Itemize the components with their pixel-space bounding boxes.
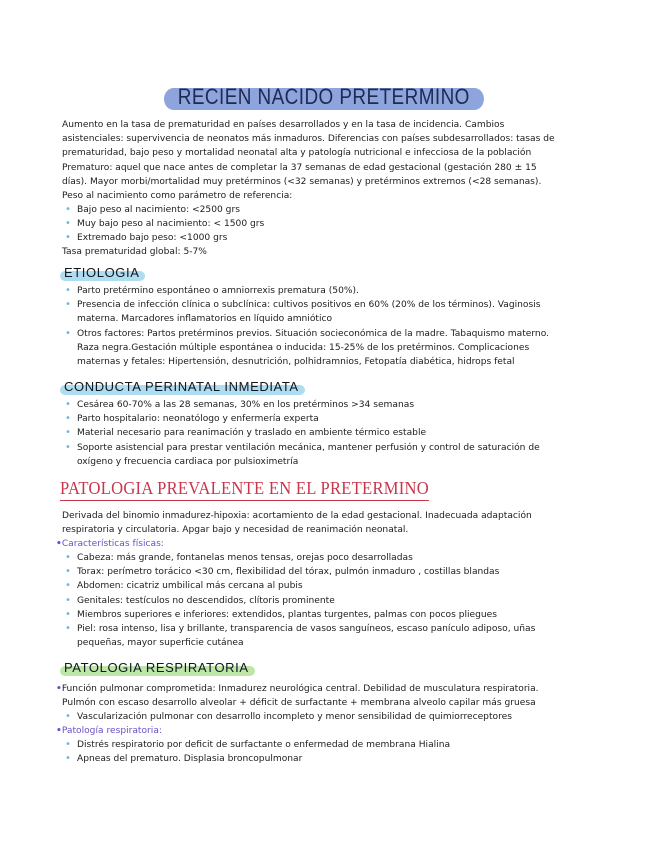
list-item: • Muy bajo peso al nacimiento: < 1500 grs — [62, 217, 592, 231]
list-item: • Apneas del prematuro. Displasia broncopulmonar — [62, 752, 592, 766]
page-title: RECIEN NACIDO PRETERMINO — [169, 82, 478, 110]
funcion-line: Pulmón con escaso desarrollo alveolar + déficit de surfactante + membrana alveolo capilar más gruesa — [62, 698, 536, 709]
subheading-text: Características físicas: — [61, 539, 164, 549]
funcion-pulmonar — [56, 682, 596, 710]
bullet-dot: • — [56, 539, 62, 549]
section-heading-patologia: PATOLOGIA PREVALENTE EN EL PRETERMINO — [60, 478, 429, 501]
list-item: • Material necesario para reanimación y traslado en ambiente térmico estable — [62, 426, 592, 440]
list-item: • Miembros superiores e inferiores: extendidos, plantas turgentes, palmas con pocos pliegues — [62, 608, 592, 622]
intro-line: Derivada del binomio inmadurez-hipoxia: acortamiento de la edad gestacional. Inadecuada adaptación — [62, 511, 532, 521]
patologia-resp-subheading — [56, 724, 596, 738]
heading-text: ETIOLOGIA — [64, 265, 140, 280]
section-heading-etiologia — [60, 265, 143, 280]
global-rate: Tasa prematuridad global: 5-7% — [62, 247, 207, 257]
intro-line: Prematuro: aquel que nace antes de completar la 37 semanas de edad gestacional (gestación 280 ± 15 — [62, 162, 537, 173]
list-item: • Cesárea 60-70% a las 28 semanas, 30% en los pretérminos >34 semanas — [62, 398, 592, 412]
heading-text: PATOLOGIA RESPIRATORIA — [64, 660, 249, 675]
list-item: • Cabeza: más grande, fontanelas menos tensas, orejas poco desarrolladas — [62, 551, 592, 565]
intro-paragraph — [62, 118, 584, 203]
list-item: • Parto pretérmino espontáneo o amniorrexis prematura (50%). — [62, 284, 592, 298]
intro-line: días). Mayor morbi/mortalidad muy pretérminos (<32 semanas) y pretérminos extremos (<28 semanas). — [62, 176, 542, 187]
list-item: • Soporte asistencial para prestar ventilación mecánica, mantener perfusión y control de saturación de oxígeno y frecuencia cardiaca por pulsioximetría — [62, 441, 592, 469]
funcion-list — [62, 710, 592, 724]
list-item: • Extremado bajo peso: <1000 grs — [62, 231, 592, 245]
bullet-dot: • — [56, 726, 62, 736]
caracteristicas-subheading — [56, 537, 596, 551]
bullet-dot: • — [56, 684, 62, 694]
patologia-resp-list — [62, 738, 592, 766]
intro-line: respiratoria y circulatoria. Apgar bajo y necesidad de reanimación neonatal. — [62, 525, 409, 536]
funcion-line: •Función pulmonar comprometida: Inmadurez neurológica central. Debilidad de musculatura respiratoria. — [56, 684, 539, 694]
list-item: • Otros factores: Partos pretérminos previos. Situación socieconómica de la madre. Tabaquismo materno. Raza negra.Gestación múltiple espontánea o inducida: 15-25% de los pretérminos. Complicaciones maternas y fetales: Hipertensión, desnutrición, polhidramnios, Fetopatía diabética, hidrops fetal — [62, 327, 592, 370]
subheading-text: Patología respiratoria: — [61, 726, 162, 736]
list-item: • Parto hospitalario: neonatólogo y enfermería experta — [62, 412, 592, 426]
page-title-wrap — [0, 82, 648, 110]
intro-line: Aumento en la tasa de prematuridad en países desarrollados y en la tasa de incidencia. Cambios — [62, 120, 505, 130]
list-item: • Bajo peso al nacimiento: <2500 grs — [62, 203, 592, 217]
intro-line: prematuridad, bajo peso y mortalidad neonatal alta y patología nutricional e infecciosa de la población — [62, 148, 532, 159]
section-heading-respiratoria — [60, 660, 253, 675]
intro-line: Peso al nacimiento como parámetro de referencia: — [62, 191, 293, 202]
weight-list — [62, 203, 592, 246]
conducta-list — [62, 398, 592, 469]
list-item: • Distrés respiratorio por deficit de surfactante o enfermedad de membrana Hialina — [62, 738, 592, 752]
list-item: • Abdomen: cicatriz umbilical más cercana al pubis — [62, 579, 592, 593]
etiologia-list — [62, 284, 592, 369]
caracteristicas-list — [62, 551, 592, 650]
heading-text: CONDUCTA PERINATAL INMEDIATA — [64, 379, 299, 394]
list-item: • Presencia de infección clínica o subclínica: cultivos positivos en 60% (20% de los términos). Vaginosis materna. Marcadores inflamatorios en líquido amniótico — [62, 298, 592, 326]
list-item: • Vascularización pulmonar con desarrollo incompleto y menor sensibilidad de quimiorreceptores — [62, 710, 592, 724]
intro-line: asistenciales: supervivencia de neonatos más inmaduros. Diferencias con países subdesarrollados: tasas de — [62, 134, 555, 145]
list-item: • Piel: rosa intenso, lisa y brillante, transparencia de vasos sanguíneos, escaso panículo adiposo, uñas pequeñas, mayor superficie cutánea — [62, 622, 592, 650]
patologia-intro — [62, 509, 584, 537]
list-item: • Genitales: testículos no descendidos, clítoris prominente — [62, 594, 592, 608]
list-item: • Torax: perímetro torácico <30 cm, flexibilidad del tórax, pulmón inmaduro , costillas blandas — [62, 565, 592, 579]
section-heading-conducta — [60, 379, 303, 394]
